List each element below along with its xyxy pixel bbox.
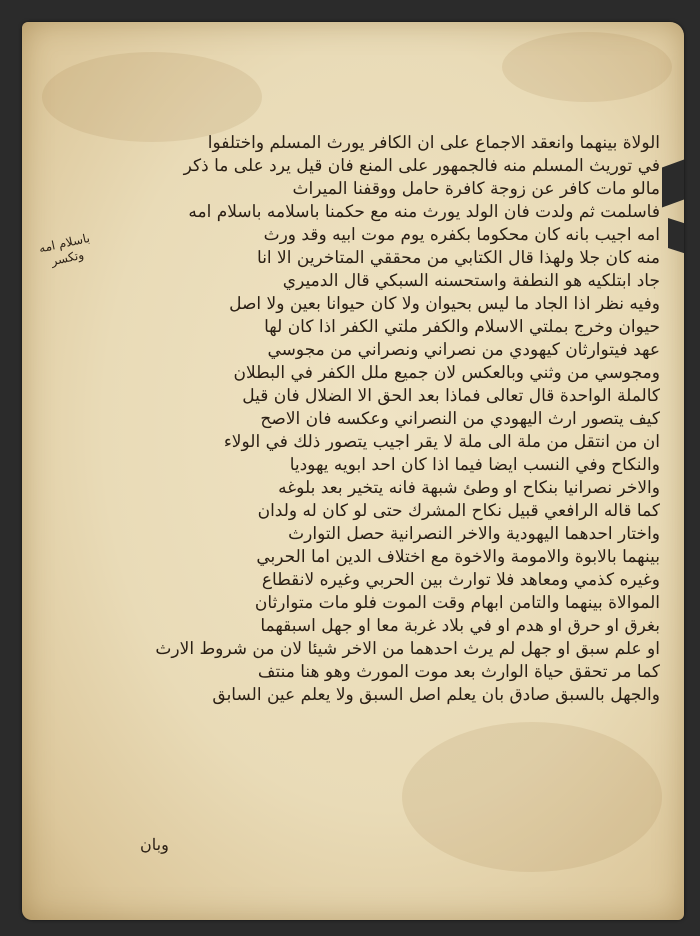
text-line: بغرق او حرق او هدم او في بلاد غربة معا او جهل اسبقهما: [260, 616, 660, 636]
text-line: والجهل بالسبق صادق بان يعلم اصل السبق ولا يعلم عين السابق: [212, 685, 660, 705]
paper-stain: [402, 722, 662, 872]
text-line: منه كان جلا ولهذا قال الكتابي من محققي المتاخرين الا انا: [257, 248, 660, 268]
text-line: امه اجيب بانه كان محكوما بكفره يوم موت ابيه وقد ورث: [263, 225, 660, 245]
text-line: كما قاله الرافعي قبيل نكاح المشرك حتى لو كان له ولدان: [257, 501, 660, 521]
text-line: كالملة الواحدة قال تعالى فماذا بعد الحق الا الضلال فان قيل: [242, 386, 660, 406]
text-line: حيوان وخرج بملتي الاسلام والكفر ملتي الكفر اذا كان لها: [264, 317, 660, 337]
text-line: بينهما بالابوة والامومة والاخوة مع اختلاف الدين اما الحربي: [256, 547, 660, 567]
text-line: عهد فيتوارثان كيهودي من نصراني ونصراني من مجوسي: [267, 340, 660, 360]
margin-note: باسلام امه وتكسر: [37, 230, 92, 269]
manuscript-page: [22, 22, 684, 920]
text-line: ان من انتقل من ملة الى ملة لا يقر اجيب يتصور ذلك في الولاء: [223, 432, 660, 452]
text-line: جاد ابتلكيه هو النطفة واستحسنه السبكي قال الدميري: [282, 271, 660, 291]
text-line: كما مر تحقق حياة الوارث بعد موت المورث وهو هنا منتف: [257, 662, 660, 682]
text-line: وفيه نظر اذا الجاد ما ليس بحيوان ولا كان حيوانا بعين ولا اصل: [229, 294, 660, 314]
page-tear: [668, 218, 684, 256]
text-line: ومجوسي من وثني وبالعكس لان جميع ملل الكفر في البطلان: [233, 363, 660, 383]
text-line: في توريث المسلم منه فالجمهور على المنع فان قيل يرد على ما ذكر: [183, 156, 660, 176]
text-line: والاخر نصرانيا بنكاح او وطئ شبهة فانه يتخير بعد بلوغه: [278, 478, 660, 498]
catchword: وبان: [140, 835, 169, 854]
text-line: كيف يتصور ارث اليهودي من النصراني وعكسه فان الاصح: [260, 409, 660, 429]
text-line: وغيره كذمي ومعاهد فلا توارث بين الحربي وغيره لانقطاع: [261, 570, 660, 590]
text-line: فاسلمت ثم ولدت فان الولد يورث منه مع حكمنا باسلامه باسلام امه: [188, 202, 660, 222]
manuscript-text: [70, 132, 660, 707]
paper-stain: [42, 52, 262, 142]
page-tear: [662, 157, 684, 208]
text-line: والنكاح وفي النسب ايضا فيما اذا كان احد ابويه يهوديا: [289, 455, 660, 475]
text-line: واختار احدهما اليهودية والاخر النصرانية حصل التوارث: [288, 524, 660, 544]
text-line: مالو مات كافر عن زوجة كافرة حامل ووقفنا الميراث: [292, 179, 660, 199]
text-line: الولاة بينهما وانعقد الاجماع على ان الكافر يورث المسلم واختلفوا: [207, 133, 660, 153]
paper-stain: [502, 32, 672, 102]
text-line: الموالاة بينهما والتامن ابهام وقت الموت فلو مات متوارثان: [254, 593, 660, 613]
text-line: او علم سبق او جهل لم يرث احدهما من الاخر شيئا لان من شروط الارث: [155, 639, 660, 659]
